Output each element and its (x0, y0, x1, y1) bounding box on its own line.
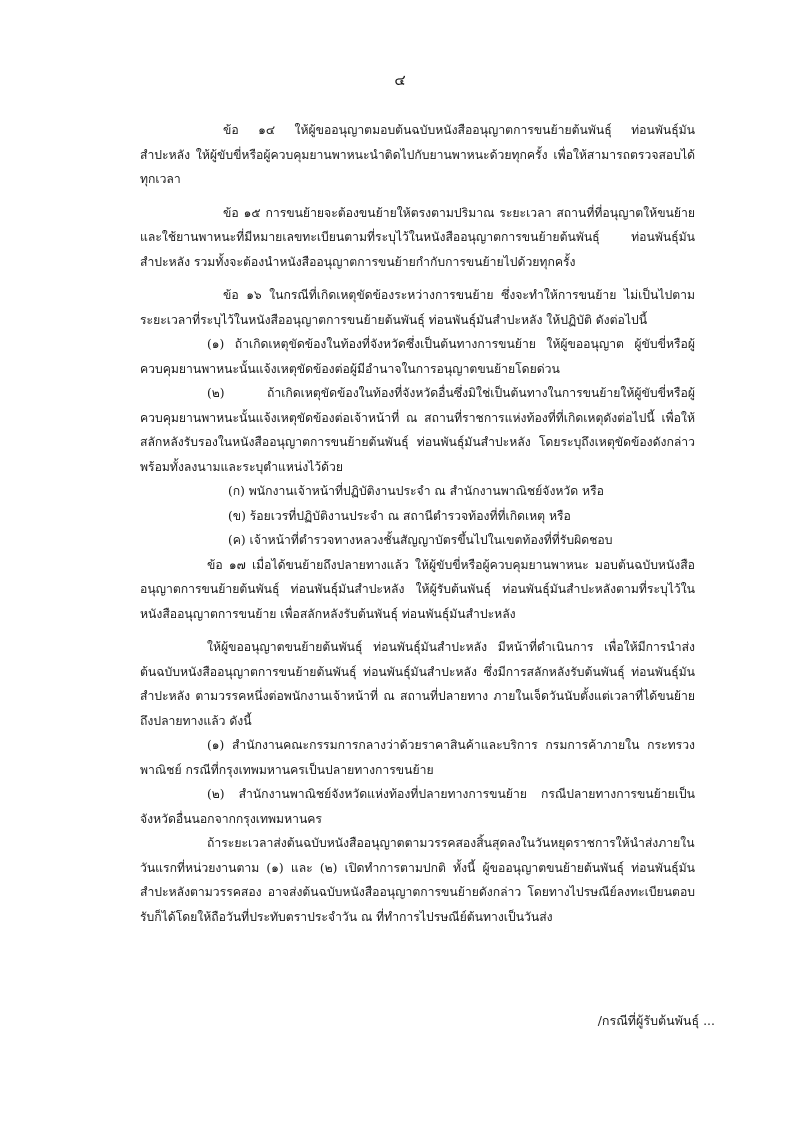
clause-16-subitem-b: (ข) ร้อยเวรที่ปฏิบัติงานประจำ ณ สถานีตำรวจท้องที่ที่เกิดเหตุ หรือ (228, 508, 571, 523)
clause-17-item-2: (๒) สำนักงานพาณิชย์จังหวัดแห่งท้องที่ปลายทางการขนย้าย กรณีปลายทางการขนย้ายเป็นจังหวัดอื่นนอกจากกรุงเทพมหานคร (140, 787, 695, 826)
clause-14: ข้อ ๑๔ ให้ผู้ขออนุญาตมอบต้นฉบับหนังสืออนุญาตการขนย้ายต้นพันธุ์ ท่อนพันธุ์มันสำปะหลัง ให้ผู้ขับขี่หรือผู้ควบคุมยานพาหนะนำติดไปกับยานพาหนะด้วยทุกครั้ง เพื่อให้สามารถตรวจสอบได้ทุกเวลา (140, 123, 695, 186)
page-number: ๔ (394, 71, 406, 89)
clause-17-paragraph-3: ถ้าระยะเวลาส่งต้นฉบับหนังสืออนุญาตตามวรรคสองสิ้นสุดลงในวันหยุดราชการให้นำส่งภายในวันแรกที่หน่วยงานตาม (๑) และ (๒) เปิดทำการตามปกติ ทั้งนี้ ผู้ขออนุญาตขนย้ายต้นพันธุ์ ท่อนพันธุ์มันสำปะหลังตามวรรคสอง อาจส่งต้นฉบับหนังสืออนุญาตการขนย้ายดังกล่าว โดยทางไปรษณีย์ลงทะเบียนตอบรับก็ได้โดยให้ถือวันที่ประทับตราประจำวัน ณ ที่ทำการไปรษณีย์ต้นทางเป็นวันส่ง (140, 836, 695, 924)
clause-15: ข้อ ๑๕ การขนย้ายจะต้องขนย้ายให้ตรงตามปริมาณ ระยะเวลา สถานที่ที่อนุญาตให้ขนย้าย และใช้ยานพาหนะที่มีหมายเลขทะเบียนตามที่ระบุไว้ในหนังสืออนุญาตการขนย้ายต้นพันธุ์ ท่อนพันธุ์มันสำปะหลัง รวมทั้งจะต้องนำหนังสืออนุญาตการขนย้ายกำกับการขนย้ายไปด้วยทุกครั้ง (140, 205, 695, 269)
clause-17: ข้อ ๑๗ เมื่อได้ขนย้ายถึงปลายทางแล้ว ให้ผู้ขับขี่หรือผู้ควบคุมยานพาหนะ มอบต้นฉบับหนังสืออนุญาตการขนย้ายต้นพันธุ์ ท่อนพันธุ์มันสำปะหลัง ให้ผู้รับต้นพันธุ์ ท่อนพันธุ์มันสำปะหลังตามที่ระบุไว้ในหนังสืออนุญาตการขนย้าย เพื่อสลักหลังรับต้นพันธุ์ ท่อนพันธุ์มันสำปะหลัง (140, 557, 695, 621)
clause-16-subitem-a: (ก) พนักงานเจ้าหน้าที่ปฏิบัติงานประจำ ณ สำนักงานพาณิชย์จังหวัด หรือ (228, 484, 604, 498)
clause-16: ข้อ ๑๖ ในกรณีที่เกิดเหตุขัดข้องระหว่างการขนย้าย ซึ่งจะทำให้การขนย้าย ไม่เป็นไปตามระยะเวลาที่ระบุไว้ในหนังสืออนุญาตการขนย้ายต้นพันธุ์ ท่อนพันธุ์มันสำปะหลัง ให้ปฏิบัติ ดังต่อไปนี้ (140, 288, 695, 327)
clause-17-paragraph-2: ให้ผู้ขออนุญาตขนย้ายต้นพันธุ์ ท่อนพันธุ์มันสำปะหลัง มีหน้าที่ดำเนินการ เพื่อให้มีการนำส่งต้นฉบับหนังสืออนุญาตการขนย้ายต้นพันธุ์ ท่อนพันธุ์มันสำปะหลัง ซึ่งมีการสลักหลังรับต้นพันธุ์ ท่อนพันธุ์มันสำปะหลัง ตามวรรคหนึ่งต่อพนักงานเจ้าหน้าที่ ณ สถานที่ปลายทาง ภายในเจ็ดวันนับตั้งแต่เวลาที่ได้ขนย้ายถึงปลายทางแล้ว ดังนี้ (140, 640, 695, 728)
clause-16-item-1: (๑) ถ้าเกิดเหตุขัดข้องในท้องที่จังหวัดซึ่งเป็นต้นทางการขนย้าย ให้ผู้ขออนุญาต ผู้ขับขี่หรือผู้ควบคุมยานพาหนะนั้นแจ้งเหตุขัดข้องต่อผู้มีอำนาจในการอนุญาตขนย้ายโดยด่วน (140, 337, 695, 376)
clause-16-subitem-c: (ค) เจ้าหน้าที่ตำรวจทางหลวงชั้นสัญญาบัตรขึ้นไปในเขตท้องที่ที่รับผิดชอบ (228, 533, 613, 547)
clause-17-item-1: (๑) สำนักงานคณะกรรมการกลางว่าด้วยราคาสินค้าและบริการ กรมการค้าภายใน กระทรวงพาณิชย์ กรณีที่กรุงเทพมหานครเป็นปลายทางการขนย้าย (140, 738, 695, 777)
continuation-note: /กรณีที่ผู้รับต้นพันธุ์ ... (597, 1013, 715, 1028)
document-body (140, 118, 695, 929)
clause-16-item-2: (๒) ถ้าเกิดเหตุขัดข้องในท้องที่จังหวัดอื่นซึ่งมิใช่เป็นต้นทางในการขนย้ายให้ผู้ขับขี่หรือผู้ควบคุมยานพาหนะนั้นแจ้งเหตุขัดข้องต่อเจ้าหน้าที่ ณ สถานที่ราชการแห่งท้องที่ที่เกิดเหตุดังต่อไปนี้ เพื่อให้สลักหลังรับรองในหนังสืออนุญาตการขนย้ายต้นพันธุ์ ท่อนพันธุ์มันสำปะหลัง โดยระบุถึงเหตุขัดข้องดังกล่าว พร้อมทั้งลงนามและระบุตำแหน่งไว้ด้วย (140, 386, 695, 474)
